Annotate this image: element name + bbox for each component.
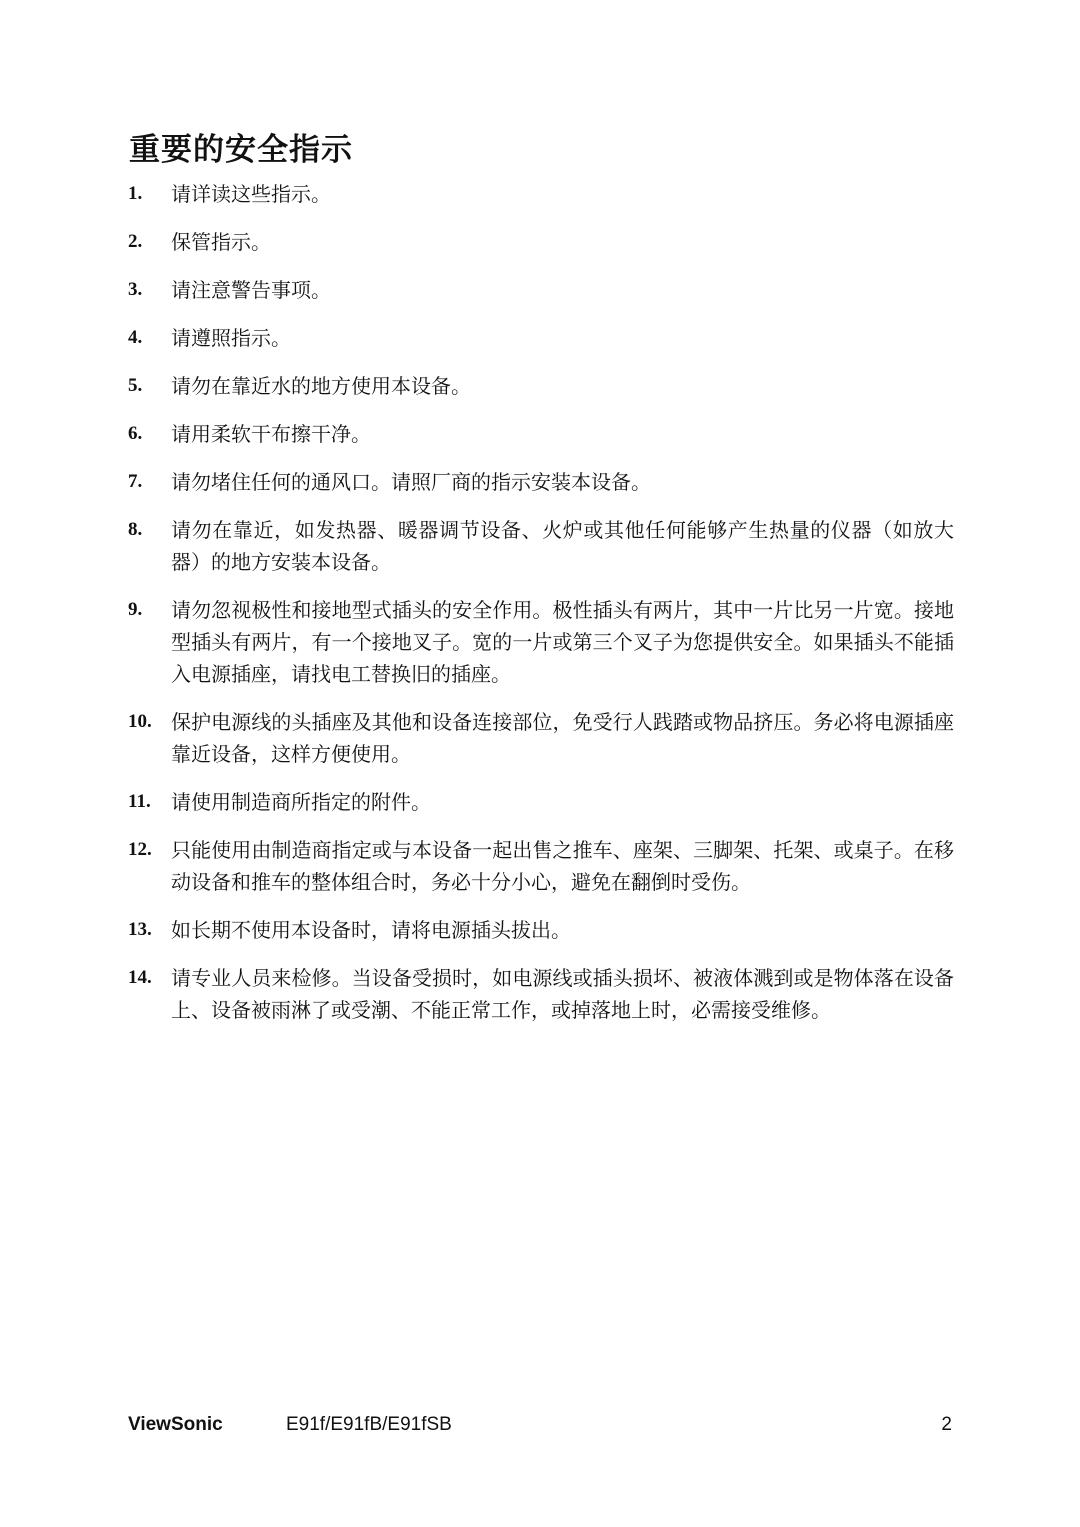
item-text: 请注意警告事项。 (171, 278, 331, 302)
safety-instructions-list (128, 178, 954, 1042)
list-item (128, 370, 954, 402)
list-item (128, 514, 954, 578)
item-text: 保护电源线的头插座及其他和设备连接部位，免受行人践踏或物品挤压。务必将电源插座靠近设备，这样方便使用。 (171, 710, 954, 766)
list-item (128, 418, 954, 450)
item-text: 请勿忽视极性和接地型式插头的安全作用。极性插头有两片，其中一片比另一片宽。接地型插头有两片，有一个接地叉子。宽的一片或第三个叉子为您提供安全。如果插头不能插入电源插座，请找电工替换旧的插座。 (171, 598, 954, 686)
item-number: 10. (128, 711, 152, 732)
item-text: 请专业人员来检修。当设备受损时，如电源线或插头损坏、被液体溅到或是物体落在设备上、设备被雨淋了或受潮、不能正常工作，或掉落地上时，必需接受维修。 (171, 966, 954, 1022)
item-number: 4. (128, 327, 143, 348)
list-item (128, 466, 954, 498)
item-text: 保管指示。 (171, 230, 271, 254)
item-number: 13. (128, 919, 152, 940)
page-title: 重要的安全指示 (129, 132, 353, 168)
item-number: 11. (128, 791, 151, 812)
item-number: 7. (128, 471, 143, 492)
item-number: 8. (128, 519, 143, 540)
item-text: 请勿在靠近水的地方使用本设备。 (171, 374, 471, 398)
item-text: 请勿堵住任何的通风口。请照厂商的指示安装本设备。 (171, 470, 651, 494)
item-number: 6. (128, 423, 143, 444)
list-item (128, 274, 954, 306)
list-item (128, 226, 954, 258)
list-item (128, 706, 954, 770)
item-text: 只能使用由制造商指定或与本设备一起出售之推车、座架、三脚架、托架、或桌子。在移动设备和推车的整体组合时，务必十分小心，避免在翻倒时受伤。 (171, 838, 954, 894)
list-item (128, 834, 954, 898)
list-item (128, 914, 954, 946)
list-item (128, 178, 954, 210)
list-item (128, 594, 954, 690)
item-text: 请详读这些指示。 (171, 182, 331, 206)
item-number: 5. (128, 375, 143, 396)
list-item (128, 322, 954, 354)
model-number: E91f/E91fB/E91fSB (286, 1414, 452, 1435)
item-text: 如长期不使用本设备时，请将电源插头拔出。 (171, 918, 571, 942)
item-number: 2. (128, 231, 143, 252)
brand-name: ViewSonic (128, 1414, 223, 1435)
item-text: 请使用制造商所指定的附件。 (171, 790, 431, 814)
item-number: 12. (128, 839, 152, 860)
list-item (128, 786, 954, 818)
list-item (128, 962, 954, 1026)
item-number: 3. (128, 279, 143, 300)
page-footer (128, 1414, 954, 1440)
item-text: 请遵照指示。 (171, 326, 291, 350)
item-number: 14. (128, 967, 152, 988)
page-number: 2 (941, 1414, 952, 1435)
item-number: 9. (128, 599, 143, 620)
item-number: 1. (128, 183, 143, 204)
item-text: 请勿在靠近，如发热器、暖器调节设备、火炉或其他任何能够产生热量的仪器（如放大器）的地方安装本设备。 (171, 518, 954, 574)
item-text: 请用柔软干布擦干净。 (171, 422, 371, 446)
